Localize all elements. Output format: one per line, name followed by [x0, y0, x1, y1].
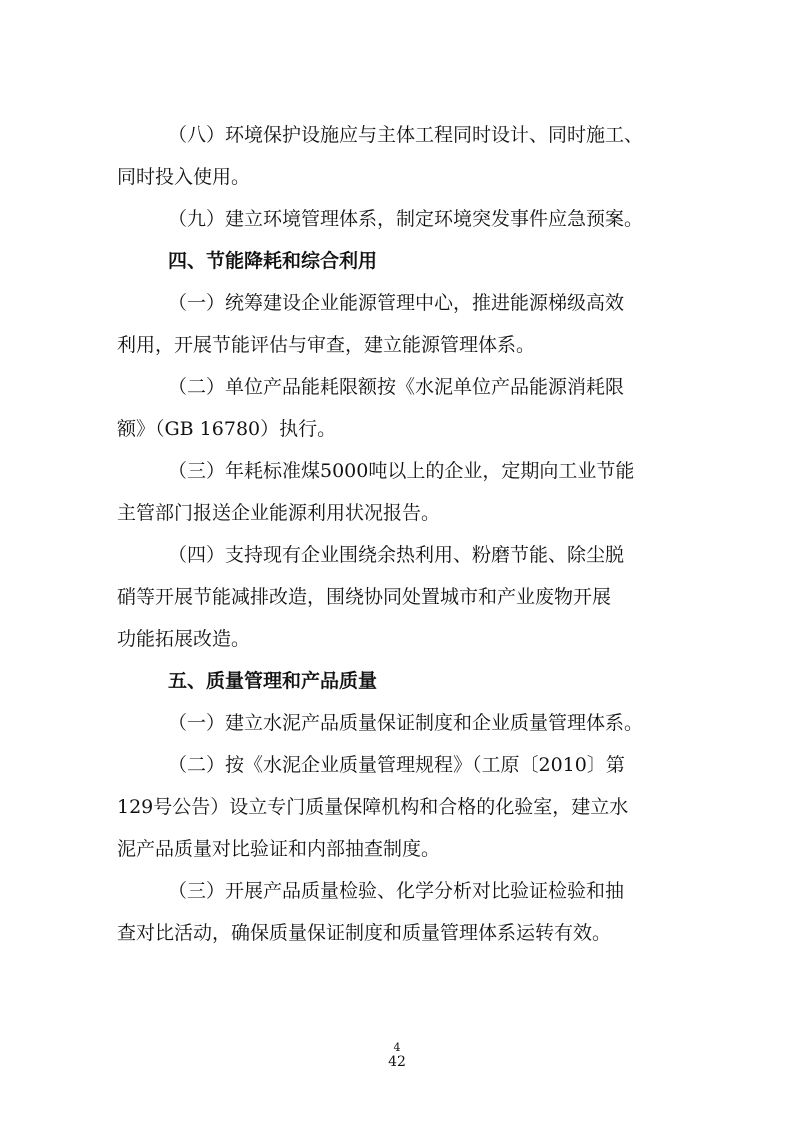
paragraph-line: （一）统筹建设企业能源管理中心，推进能源梯级高效	[168, 292, 625, 314]
paragraph-line: （二）按《水泥企业质量管理规程》（工原〔2010〕第	[168, 754, 625, 776]
paragraph-line: 功能拓展改造。	[117, 628, 251, 650]
paragraph-line: 同时投入使用。	[117, 166, 251, 188]
paragraph-line: 泥产品质量对比验证和内部抽查制度。	[117, 838, 441, 860]
paragraph-line: （二）单位产品能耗限额按《水泥单位产品能源消耗限	[168, 376, 625, 398]
section-heading: 四、节能降耗和综合利用	[168, 250, 378, 272]
paragraph-line: （八）环境保护设施应与主体工程同时设计、同时施工、	[168, 124, 644, 146]
paragraph-line: 主管部门报送企业能源利用状况报告。	[117, 502, 441, 524]
paragraph-line: （四）支持现有企业围绕余热利用、粉磨节能、除尘脱	[168, 544, 625, 566]
paragraph-line: 利用，开展节能评估与审查，建立能源管理体系。	[117, 334, 536, 356]
paragraph-line: 硝等开展节能减排改造，围绕协同处置城市和产业废物开展	[117, 586, 612, 608]
page-sub-number: 4	[393, 1041, 401, 1054]
paragraph-line: 129号公告）设立专门质量保障机构和合格的化验室，建立水	[117, 796, 629, 818]
paragraph-line: 查对比活动，确保质量保证制度和质量管理体系运转有效。	[117, 922, 612, 944]
section-heading: 五、质量管理和产品质量	[168, 670, 378, 692]
paragraph-line: （三）年耗标准煤5000吨以上的企业，定期向工业节能	[168, 460, 635, 482]
paragraph-line: （一）建立水泥产品质量保证制度和企业质量管理体系。	[168, 712, 644, 734]
paragraph-line: （九）建立环境管理体系，制定环境突发事件应急预案。	[168, 208, 644, 230]
paragraph-line: 额》（GB 16780）执行。	[117, 418, 337, 440]
paragraph-line: （三）开展产品质量检验、化学分析对比验证检验和抽	[168, 880, 625, 902]
page-number: 42	[388, 1054, 406, 1070]
